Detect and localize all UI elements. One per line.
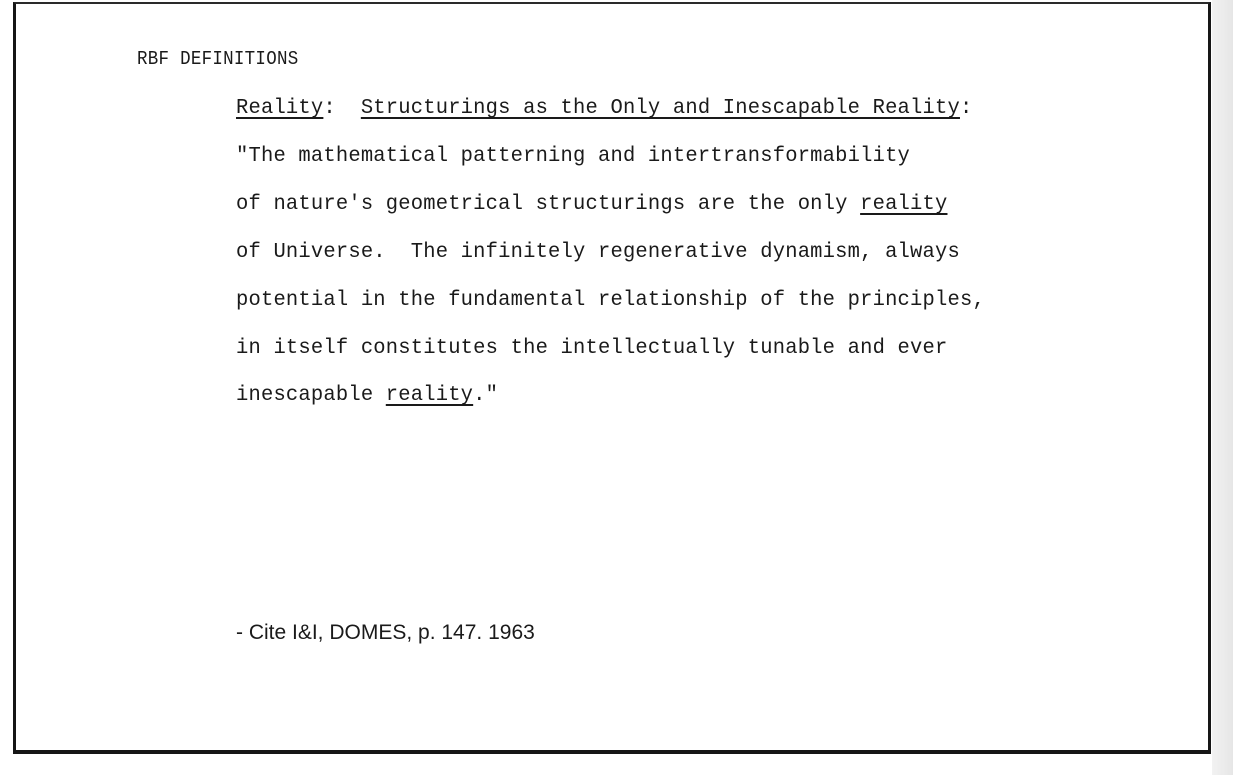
quote-line-6-text: inescapable — [236, 384, 386, 407]
quote-line-2 — [236, 193, 947, 216]
subtitle-end: : — [959, 97, 973, 120]
term: Reality — [236, 97, 324, 120]
quote-line-5: in itself constitutes the intellectually tunable and ever — [236, 337, 948, 360]
quote-line-4: potential in the fundamental relationship of the principles, — [236, 289, 985, 312]
quote-line-6 — [236, 384, 498, 407]
term-separator: : — [323, 97, 361, 120]
quote-line-6-end: ." — [473, 384, 499, 407]
quote-line-2-text: of nature's geometrical structurings are the only — [236, 193, 861, 216]
quote-line-1: "The mathematical patterning and intertransformability — [236, 145, 911, 168]
definition-title-line — [236, 97, 972, 120]
citation: - Cite I&I, DOMES, p. 147. 1963 — [236, 621, 535, 644]
page-margin — [1212, 0, 1233, 775]
quote-line-6-underlined: reality — [385, 384, 474, 407]
card-header: RBF DEFINITIONS — [137, 48, 299, 70]
quote-line-2-underlined: reality — [860, 193, 948, 216]
quote-line-3: of Universe. The infinitely regenerative dynamism, always — [236, 241, 960, 264]
subtitle: Structurings as the Only and Inescapable Reality — [360, 97, 960, 120]
